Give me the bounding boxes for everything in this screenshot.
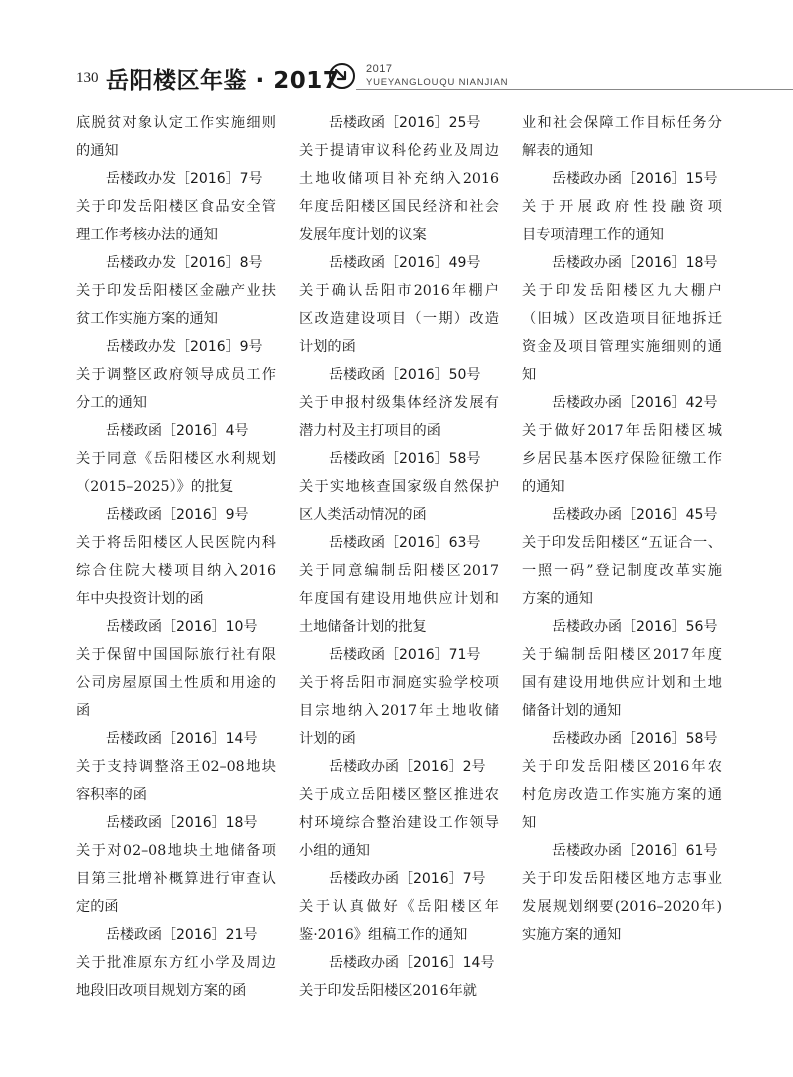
document-title-line: 实施方案的通知 [522, 927, 622, 943]
document-title-line: 地段旧改项目规划方案的函 [76, 983, 247, 999]
document-title-line: 解表的通知 [522, 143, 593, 159]
document-title-line: 关于提请审议科伦药业及周边 [299, 143, 499, 159]
document-title-line: 关于印发岳阳楼区金融产业扶 [76, 283, 276, 299]
document-title-line: 计划的函 [299, 731, 356, 747]
document-title-line: 年中央投资计划的函 [76, 591, 204, 607]
document-title-line: 理工作考核办法的通知 [76, 227, 218, 243]
document-number: 岳楼政办发［2016］9号 [106, 339, 263, 355]
document-title-line: 关于印发岳阳楼区地方志事业 [522, 871, 722, 887]
document-number: 岳楼政函［2016］9号 [106, 507, 249, 523]
document-number: 岳楼政办函［2016］18号 [552, 255, 718, 271]
circle-arrow-logo-icon [328, 62, 356, 90]
document-title-line: 公司房屋原国土性质和用途的 [76, 675, 276, 691]
document-title-line: 鉴·2016》组稿工作的通知 [299, 927, 468, 943]
document-title-line: 村危房改造工作实施方案的通 [522, 787, 722, 803]
document-number: 岳楼政函［2016］4号 [106, 423, 249, 439]
document-number: 岳楼政函［2016］10号 [106, 619, 258, 635]
document-title-line: 关于保留中国国际旅行社有限 [76, 647, 276, 663]
document-title-line: 目宗地纳入2017年土地收储 [299, 703, 499, 719]
document-title-line: 区人类活动情况的函 [299, 507, 427, 523]
document-title-line: 分工的通知 [76, 395, 147, 411]
document-title-line: 发展规划纲要(2016–2020年) [522, 899, 722, 915]
text-column-3 [522, 109, 722, 949]
document-number: 岳楼政函［2016］71号 [329, 647, 481, 663]
document-number: 岳楼政办函［2016］7号 [329, 871, 486, 887]
document-title-line: 业和社会保障工作目标任务分 [522, 115, 722, 131]
document-title-line: 目第三批增补概算进行审查认 [76, 871, 276, 887]
document-title-line: 关于支持调整洛王02–08地块 [76, 759, 276, 775]
document-number: 岳楼政函［2016］49号 [329, 255, 481, 271]
document-title-line: 方案的通知 [522, 591, 593, 607]
document-title-line: 关于认真做好《岳阳楼区年 [299, 899, 499, 915]
document-title-line: 小组的通知 [299, 843, 370, 859]
document-title-line: 储备计划的通知 [522, 703, 622, 719]
document-title-line: 计划的函 [299, 339, 356, 355]
document-number: 岳楼政函［2016］63号 [329, 535, 481, 551]
document-title-line: 关于申报村级集体经济发展有 [299, 395, 499, 411]
document-title-line: 关于开展政府性投融资项 [522, 199, 722, 215]
document-title-line: 关于同意《岳阳楼区水利规划 [76, 451, 276, 467]
document-number: 岳楼政函［2016］14号 [106, 731, 258, 747]
document-number: 岳楼政办函［2016］14号 [329, 955, 495, 971]
document-title-line: 关于调整区政府领导成员工作 [76, 367, 276, 383]
pinyin-label: YUEYANGLOUQU NIANJIAN [366, 77, 509, 88]
page-header [0, 0, 793, 100]
document-number: 岳楼政办函［2016］56号 [552, 619, 718, 635]
document-title-line: 关于印发岳阳楼区食品安全管 [76, 199, 276, 215]
document-title-line: 容积率的函 [76, 787, 147, 803]
book-title: 岳阳楼区年鉴 · 2017 [106, 68, 340, 94]
text-column-2 [299, 109, 499, 1005]
document-title-line: 潜力村及主打项目的函 [299, 423, 441, 439]
document-title-line: 土地收储项目补充纳入2016 [299, 171, 499, 187]
document-title-line: 关于编制岳阳楼区2017年度 [522, 647, 722, 663]
document-number: 岳楼政函［2016］21号 [106, 927, 258, 943]
document-title-line: 年度国有建设用地供应计划和 [299, 591, 499, 607]
document-number: 岳楼政办函［2016］45号 [552, 507, 718, 523]
document-title-line: 关于同意编制岳阳楼区2017 [299, 563, 499, 579]
document-number: 岳楼政办函［2016］15号 [552, 171, 718, 187]
document-title-line: 贫工作实施方案的通知 [76, 311, 218, 327]
document-title-line: 关于将岳阳楼区人民医院内科 [76, 535, 276, 551]
document-title-line: 关于成立岳阳楼区整区推进农 [299, 787, 499, 803]
document-number: 岳楼政函［2016］58号 [329, 451, 481, 467]
document-title-line: （2015–2025）》的批复 [76, 479, 234, 495]
document-title-line: 函 [76, 703, 91, 719]
document-title-line: 关于实地核查国家级自然保护 [299, 479, 499, 495]
document-title-line: 村环境综合整治建设工作领导 [299, 815, 499, 831]
document-title-line: 的通知 [76, 143, 119, 159]
document-title-line: 关于批准原东方红小学及周边 [76, 955, 276, 971]
document-title-line: 区改造建设项目（一期）改造 [299, 311, 499, 327]
document-title-line: 土地储备计划的批复 [299, 619, 427, 635]
document-title-line: 知 [522, 815, 537, 831]
document-title-line: 关于确认岳阳市2016年棚户 [299, 283, 499, 299]
document-title-line: 目专项清理工作的通知 [522, 227, 664, 243]
document-number: 岳楼政办函［2016］61号 [552, 843, 718, 859]
document-number: 岳楼政办函［2016］42号 [552, 395, 718, 411]
document-title-line: 的通知 [522, 479, 565, 495]
document-number: 岳楼政函［2016］50号 [329, 367, 481, 383]
document-title-line: 定的函 [76, 899, 119, 915]
document-title-line: 年度岳阳楼区国民经济和社会 [299, 199, 499, 215]
text-column-1 [76, 109, 276, 1005]
document-title-line: 关于将岳阳市洞庭实验学校项 [299, 675, 499, 691]
document-number: 岳楼政函［2016］25号 [329, 115, 481, 131]
document-title-line: （旧城）区改造项目征地拆迁 [522, 311, 722, 327]
document-number: 岳楼政办函［2016］2号 [329, 759, 486, 775]
document-title-line: 关于印发岳阳楼区“五证合一、 [522, 535, 722, 551]
document-title-line: 资金及项目管理实施细则的通 [522, 339, 722, 355]
document-title-line: 关于对02–08地块土地储备项 [76, 843, 276, 859]
document-number: 岳楼政办发［2016］8号 [106, 255, 263, 271]
document-title-line: 关于做好2017年岳阳楼区城 [522, 423, 722, 439]
document-title-line: 关于印发岳阳楼区2016年就 [299, 983, 477, 999]
document-number: 岳楼政办函［2016］58号 [552, 731, 718, 747]
document-title-line: 国有建设用地供应计划和土地 [522, 675, 722, 691]
document-title-line: 一照一码”登记制度改革实施 [522, 563, 722, 579]
document-title-line: 乡居民基本医疗保险征缴工作 [522, 451, 722, 467]
document-title-line: 关于印发岳阳楼区2016年农 [522, 759, 722, 775]
document-title-line: 综合住院大楼项目纳入2016 [76, 563, 276, 579]
document-number: 岳楼政函［2016］18号 [106, 815, 258, 831]
header-rule [356, 89, 793, 90]
document-number: 岳楼政办发［2016］7号 [106, 171, 263, 187]
page-number: 130 [76, 70, 99, 86]
document-title-line: 底脱贫对象认定工作实施细则 [76, 115, 276, 131]
document-title-line: 知 [522, 367, 537, 383]
document-title-line: 关于印发岳阳楼区九大棚户 [522, 283, 722, 299]
year-label: 2017 [366, 63, 393, 75]
document-title-line: 发展年度计划的议案 [299, 227, 427, 243]
